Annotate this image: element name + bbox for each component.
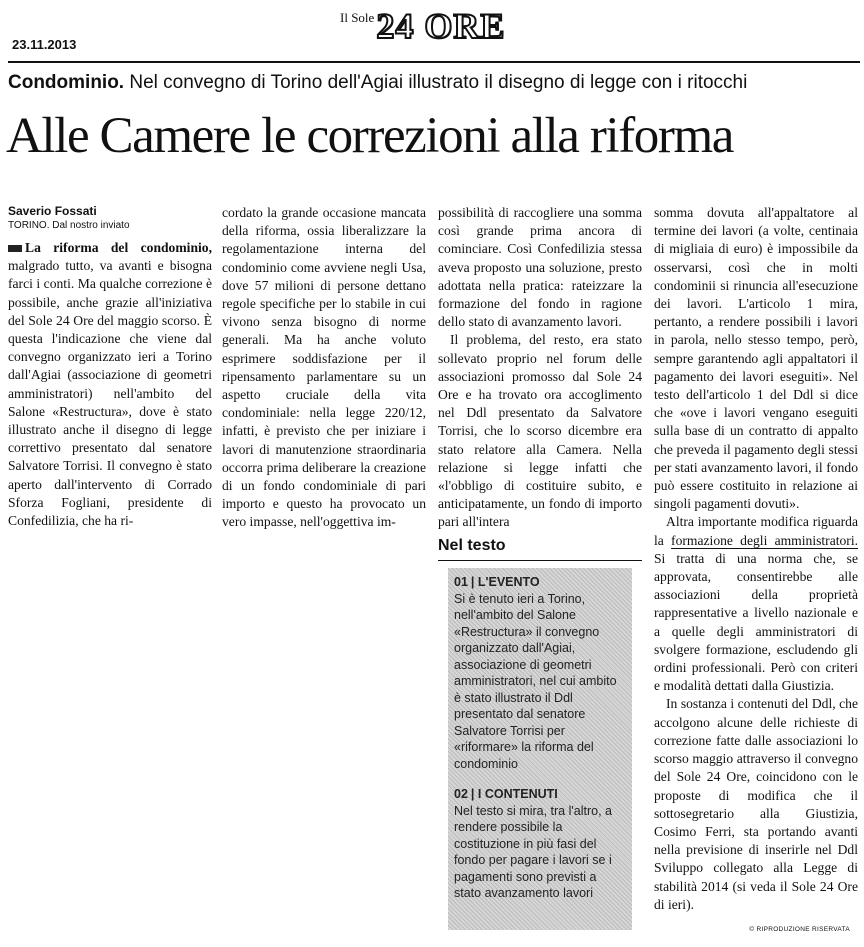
text-run: Si tratta di una norma che, se approvata, consentirebbe alle associazioni della proprietà rappresentative a livello nazionale e a quelle degli amministratori di svolgere formazione, escludendo gli ordini professionali. Però con criteri e modalità dettati dalla Giustizia. bbox=[654, 550, 858, 694]
kicker-label: Condominio. bbox=[8, 72, 125, 93]
box-section-contents bbox=[454, 786, 626, 902]
paragraph: possibilità di raccogliere una somma così grande prima ancora di cominciare. Così Confedilizia stessa aveva proposto una soluzione, presto adottata nella pratica: rateizzare la formazione del fondo in ragione dello stato di avanzamento lavori. bbox=[438, 205, 642, 330]
paragraph: somma dovuta all'appaltatore al termine dei lavori (a volte, centinaia di migliaia di euro) è impossibile da osservarsi, così che in molti condominii si rinuncia all'esecuzione dei lavori. L'articolo 1 mira, pertanto, a rendere possibili i lavori in parola, nello stesso tempo, però, sempre garantendo agli appaltatori il pagamento dei lavori eseguiti». Nel testo dell'articolo 1 del Ddl si dice che «ove i lavori vengano eseguiti sulla base di un contratto di appalto che preveda il pagamento degli stessi per stati avanzamento lavori, il fondo può essere costituito in relazione ai singoli pagamenti dovuti». bbox=[654, 205, 858, 512]
sidebar-box bbox=[448, 568, 632, 930]
box-section-number: 02 bbox=[454, 787, 468, 801]
dateline: TORINO. Dal nostro inviato bbox=[8, 220, 130, 231]
box-section-heading bbox=[454, 786, 626, 803]
sidebar-box-title: Nel testo bbox=[438, 537, 506, 554]
top-rule bbox=[8, 61, 860, 63]
paragraph bbox=[8, 239, 212, 530]
kicker-text: Nel convegno di Torino dell'Agiai illustrato il disegno di legge con i ritocchi bbox=[124, 72, 748, 93]
kicker bbox=[8, 72, 747, 94]
masthead-small: Il Sole bbox=[340, 10, 375, 25]
box-section-text: Si è tenuto ieri a Torino, nell'ambito del Salone «Restructura» il convegno organizzato dall'Agiai, associazione di geometri amministratori, nel cui ambito è stato illustrato il Ddl presentato dal senatore Salvatore Torrisi per «riformare» la riforma del condominio bbox=[454, 591, 617, 771]
box-section-text: Nel testo si mira, tra l'altro, a rendere possibile la costituzione in più fasi del fondo per pagare i lavori se i pagamenti sono previsti a stato avanzamento lavori bbox=[454, 803, 612, 900]
box-section-heading bbox=[454, 574, 626, 591]
article-date: 23.11.2013 bbox=[12, 37, 77, 52]
column-1 bbox=[8, 204, 212, 530]
sidebar-box-rule bbox=[438, 560, 642, 561]
paragraph: Il problema, del resto, era stato sollevato proprio nel forum delle associazioni promosso dal Sole 24 Ore e ha trovato ora accoglimento nel Ddl presentato da Salvatore Torrisi, che lo scorso dicembre era stato relatore alla Camera. Nella relazione si legge infatti che «l'obbligo di costituire subito, e anticipatamente, un fondo di importo pari all'intera bbox=[438, 332, 642, 530]
box-section-event bbox=[454, 574, 626, 772]
lead-bold: La riforma del condominio, bbox=[25, 240, 212, 255]
underlined-phrase: formazione degli amministratori. bbox=[671, 532, 859, 548]
column-4 bbox=[654, 204, 858, 914]
paragraph: In sostanza i contenuti del Ddl, che accolgono alcune delle richieste di correzione fatte dalle associazioni lo scorso maggio attraverso il convegno del Sole 24 Ore, coincidono con le proposte di modifica che il sottosegretario alla Giustizia, Cosimo Ferri, sta portando avanti nella previsione di inserirle nel Ddl Sviluppo collegato alla Legge di stabilità 2014 (si veda il Sole 24 Ore di ieri). bbox=[654, 696, 858, 912]
paragraph: cordato la grande occasione mancata della riforma, ossia liberalizzare la regolamentazione interna del condominio come avviene negli Usa, dove 57 milioni di persone dettano regole specifiche per lo stabile in cui vivono senza bisogno di norme generali. Ma ha anche voluto esprimere soddisfazione per il ripensamento parlamentare su un aspetto cruciale della vita condominiale: nella legge 220/12, infatti, è previsto che per iniziare i lavori di manutenzione straordinaria occorra prima deliberare la creazione di un fondo condominiale di pari importo e questo ha provocato un vero impasse, nell'oggettiva im- bbox=[222, 205, 426, 530]
copyright-notice: © RIPRODUZIONE RISERVATA bbox=[749, 926, 850, 933]
column-2 bbox=[222, 204, 426, 532]
text-run: Altra importante modifica riguarda la bbox=[654, 514, 858, 548]
box-section-number: 01 bbox=[454, 575, 468, 589]
masthead-logo: 24 ORE bbox=[376, 6, 506, 46]
lead-text: malgrado tutto, va avanti e bisogna farci i conti. Ma qualche correzione è possibile, anche grazie all'iniziativa del Sole 24 Ore del maggio scorso. È questa l'indicazione che viene dal convegno organizzato ieri a Torino dall'Agiai (associazione di geometri amministratori) nell'ambito del Salone «Restructura», dove è stato illustrato anche il disegno di legge correttivo presentato dal senatore Salvatore Torrisi. Il convegno è stato aperto dall'intervento di Corrado Sforza Fogliani, presidente di Confedilizia, che ha ri- bbox=[8, 258, 212, 529]
byline: Saverio Fossati bbox=[8, 204, 97, 218]
box-section-label: | I CONTENUTI bbox=[470, 787, 558, 801]
headline: Alle Camere le correzioni alla riforma bbox=[6, 108, 733, 164]
newspaper-masthead bbox=[340, 4, 505, 50]
lead-square-icon bbox=[8, 245, 22, 252]
paragraph bbox=[654, 513, 858, 695]
box-section-label: | L'EVENTO bbox=[470, 575, 540, 589]
column-3 bbox=[438, 204, 642, 532]
